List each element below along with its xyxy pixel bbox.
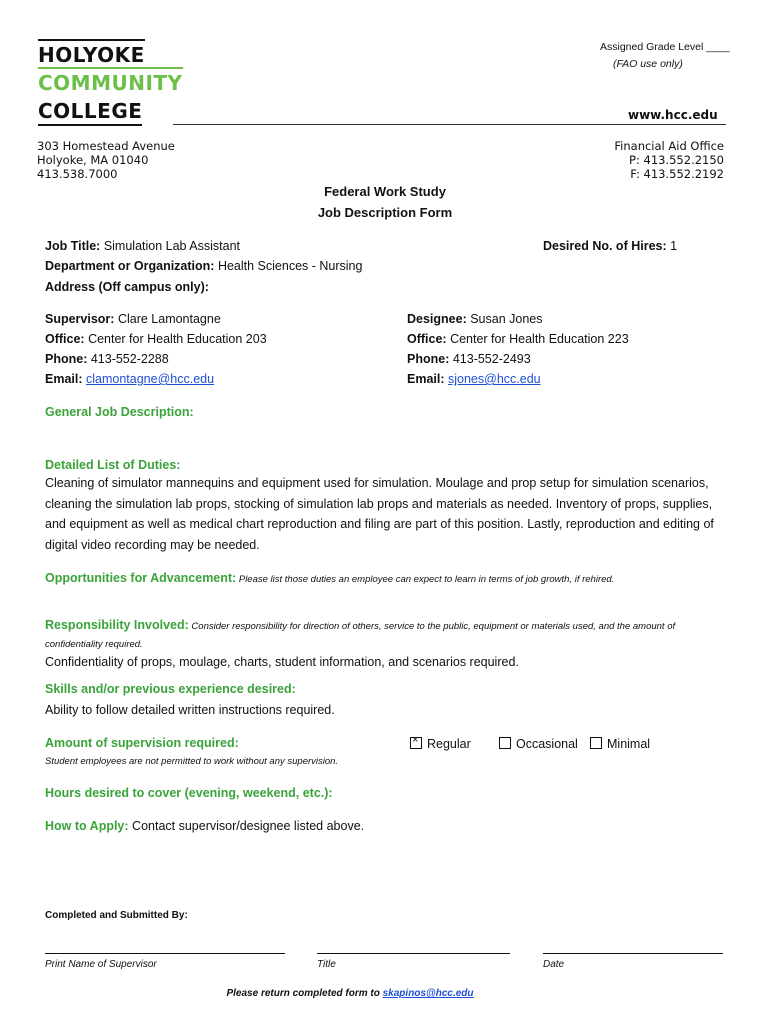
address-city: Holyoke, MA 01040 [37,153,149,167]
supervision-note: Student employees are not permitted to work without any supervision. [45,756,339,767]
financial-aid-office [600,139,724,181]
skills-text: Ability to follow detailed written instructions required. [45,703,335,717]
supervisor-email-link[interactable]: clamontagne@hcc.edu [86,372,215,386]
designee-name-row [407,312,543,326]
general-description-heading: General Job Description: [45,405,194,419]
supervisor-office-row [45,332,267,346]
department-value: Health Sciences - Nursing [214,259,363,273]
signature-line-supervisor[interactable] [45,953,285,954]
designee-office-row [407,332,629,346]
department-label: Department or Organization: [45,259,215,273]
supervisor-office-label: Office: [45,332,85,346]
duties-text: Cleaning of simulator mannequins and equipment used for simulation. Moulage and prop setup for simulation scenarios, cleaning the simulation lab props, stocking of simulation lab props and materials as needed. Inventory of props, supplies, and equipment as well as medical chart reproduction and filing are part of this position. Lastly, reproduction and editing of digital video recording may be needed. [45,476,714,552]
supervisor-name-label: Supervisor: [45,312,115,326]
return-instructions [0,988,700,999]
form-title-line2: Job Description Form [317,205,453,220]
supervision-option-label: Regular [427,737,471,751]
designee-office-value: Center for Health Education 223 [446,332,629,346]
advancement-heading: Opportunities for Advancement: [45,571,237,585]
supervisor-email-label: Email: [45,372,83,386]
address-label: Address (Off campus only): [45,280,209,294]
logo-text-community: COMMUNITY [38,71,183,95]
duties-heading: Detailed List of Duties: [45,458,181,472]
responsibility-heading: Responsibility Involved: [45,618,189,632]
form-title-line1: Federal Work Study [324,184,446,199]
office-phone: P: 413.552.2150 [629,153,724,167]
advancement-row [45,571,614,585]
supervisor-phone-label: Phone: [45,352,88,366]
fao-note: (FAO use only) [613,58,683,70]
supervisor-name-value: Clare Lamontagne [114,312,221,326]
logo-text-college: COLLEGE [38,99,143,123]
hires-row [543,239,677,253]
logo-text-holyoke: HOLYOKE [38,43,145,67]
checkbox-checked-icon[interactable] [410,737,422,749]
header-divider [173,124,726,125]
assigned-grade-label: Assigned Grade Level ____ [600,41,730,53]
designee-email-link[interactable]: sjones@hcc.edu [448,372,541,386]
office-fax: F: 413.552.2192 [630,167,724,181]
return-text: Please return completed form to [226,988,383,999]
date-caption: Date [543,959,565,970]
responsibility-text: Confidentiality of props, moulage, charts, student information, and scenarios required. [45,655,519,669]
job-title-label: Job Title: [45,239,101,253]
supervision-option-minimal[interactable] [590,736,650,751]
supervision-option-occasional[interactable] [499,736,578,751]
designee-phone-label: Phone: [407,352,450,366]
logo-line-college [38,99,142,123]
supervisor-email-row [45,372,214,386]
designee-phone-row [407,352,531,366]
supervisor-phone-value: 413-552-2288 [87,352,169,366]
hours-heading: Hours desired to cover (evening, weekend, etc.): [45,786,333,800]
checkbox-unchecked-icon[interactable] [499,737,511,749]
logo-line-holyoke [38,43,145,67]
supervisor-phone-row [45,352,169,366]
hires-label: Desired No. of Hires: [543,239,667,253]
job-title-value: Simulation Lab Assistant [100,239,241,253]
supervisor-name-row [45,312,221,326]
skills-heading: Skills and/or previous experience desired: [45,682,296,696]
advancement-hint: Please list those duties an employee can expect to learn in terms of job growth, if rehired. [236,574,615,585]
supervisor-name-caption: Print Name of Supervisor [45,959,157,970]
how-to-apply-text: Contact supervisor/designee listed above. [128,819,365,833]
address-phone: 413.538.7000 [37,167,118,181]
how-to-apply-heading: How to Apply: [45,819,129,833]
title-caption: Title [317,959,336,970]
responsibility-row [45,617,735,653]
completed-by-label: Completed and Submitted By: [45,910,188,921]
hires-value: 1 [666,239,678,253]
signature-line-date[interactable] [543,953,723,954]
designee-email-label: Email: [407,372,445,386]
designee-name-value: Susan Jones [466,312,543,326]
designee-phone-value: 413-552-2493 [449,352,531,366]
responsibility-hint: Consider responsibility for direction of others, service to the public, equipment or materials used, and the amount of confidentiality required. [45,621,676,650]
department-row [45,259,362,273]
logo-line-community [38,71,183,95]
checkbox-unchecked-icon[interactable] [590,737,602,749]
college-address [37,139,175,181]
office-name: Financial Aid Office [614,139,724,153]
supervisor-office-value: Center for Health Education 203 [84,332,267,346]
website-label: www.hcc.edu [628,108,718,122]
return-email-link[interactable]: skapinos@hcc.edu [382,988,474,999]
supervision-option-label: Occasional [516,737,578,751]
supervision-option-label: Minimal [607,737,651,751]
how-to-apply-row [45,819,364,833]
job-title-row [45,239,240,253]
address-street: 303 Homestead Avenue [37,139,175,153]
designee-name-label: Designee: [407,312,467,326]
designee-email-row [407,372,541,386]
signature-line-title[interactable] [317,953,510,954]
designee-office-label: Office: [407,332,447,346]
supervision-option-regular[interactable] [410,736,471,751]
supervision-heading: Amount of supervision required: [45,736,239,750]
